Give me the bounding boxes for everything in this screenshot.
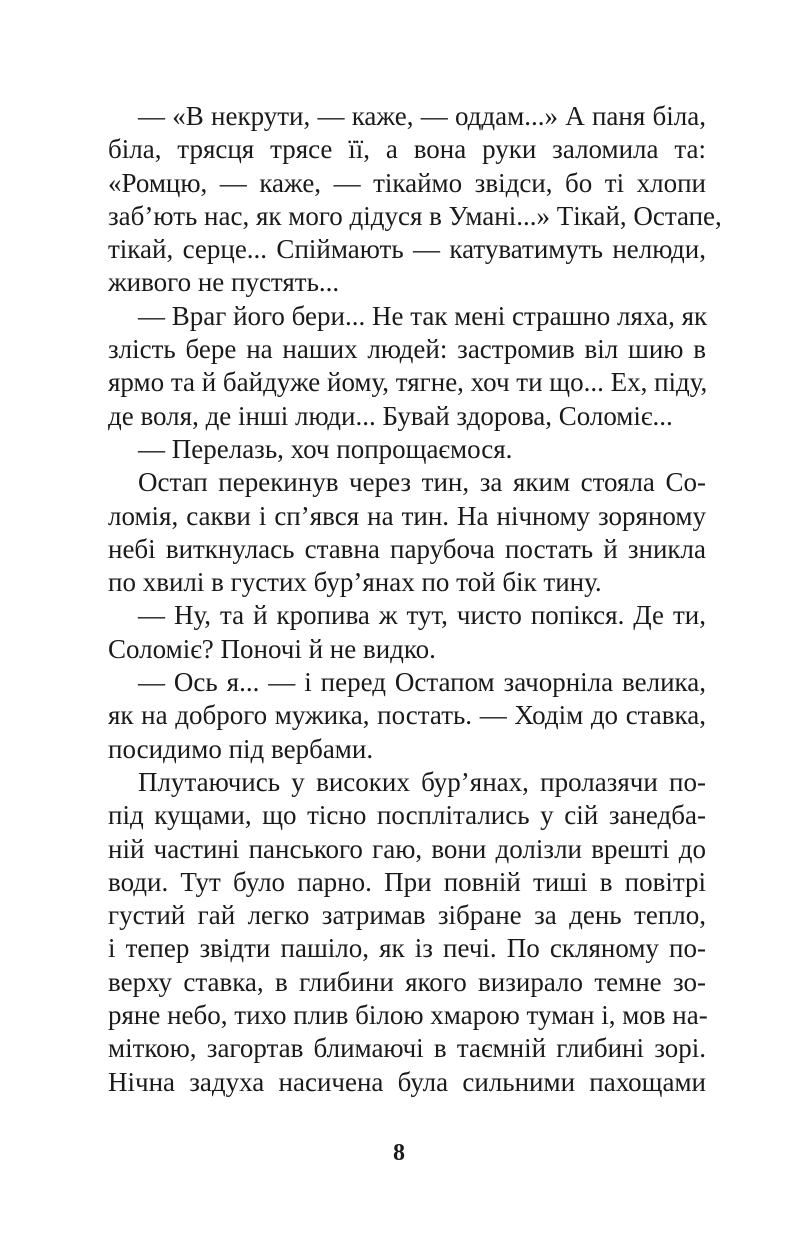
text-line: верху ставка, в глибини якого визирало темне зо- — [108, 966, 706, 997]
text-line: — Ну, та й кропива ж тут, чисто попікся. Де ти, — [138, 600, 706, 631]
text-line: по хвилі в густих бур’янах по той бік тину. — [108, 567, 602, 598]
paragraph-1 — [108, 100, 722, 300]
text-line: Плутаючись у високих бур’янах, пролазячи по- — [138, 766, 706, 797]
text-line: — «В некрути, — каже, — оддам...» А паня біла, — [138, 101, 706, 131]
text-line: води. Тут було парно. При повній тиші в повітрі — [108, 866, 706, 897]
text-line: Нічна задуха насичена була сильними пахощами — [108, 1066, 706, 1097]
text-line: посидимо під вербами. — [108, 733, 374, 764]
text-line: міткою, загортав блимаючі в таємній глибині зорі. — [108, 1033, 706, 1064]
page-number: 8 — [393, 1140, 405, 1166]
text-line: тікай, серце... Спіймають — катуватимуть нелюди, — [108, 234, 706, 265]
text-line: густий гай легко затримав зібране за день тепло, — [108, 900, 706, 931]
text-line: біла, трясця трясе її, а вона руки заломила та: — [108, 134, 706, 165]
text-line: Остап перекинув через тин, за яким стояла Со- — [138, 467, 706, 498]
text-line: як на доброго мужика, постать. — Ходім до ставка, — [108, 700, 706, 731]
text-line: де воля, де інші люди... Бувай здорова, Соломіє... — [108, 400, 673, 431]
text-line: — Ось я... — і перед Остапом зачорніла велика, — [138, 667, 706, 698]
text-line: заб’ють нас, як мого дідуся в Умані...» Тікай, Остапе, — [108, 200, 722, 231]
text-line: — Враг його бери... Не так мені страшно ляха, як — [138, 300, 708, 331]
text-line: і тепер звідти пашіло, як із печі. По скляному по- — [108, 933, 706, 964]
paragraph-4 — [108, 466, 706, 599]
text-line: «Ромцю, — каже, — тікаймо звідси, бо ті хлопи — [108, 167, 706, 198]
text-line: злість бере на наших людей: застромив віл шию в — [108, 334, 706, 365]
text-line: ярмо та й байдуже йому, тягне, хоч ти що... Ех, піду, — [108, 367, 708, 398]
text-line: ломія, сакви і сп’явся на тин. На нічному зоряному — [108, 500, 706, 531]
paragraph-3 — [108, 433, 706, 466]
text-line: під кущами, що тісно посплітались у сій занедба- — [108, 800, 706, 831]
paragraph-7 — [108, 766, 706, 1099]
paragraph-2 — [108, 300, 706, 433]
text-line: Соломіє? Поночі й не видко. — [108, 633, 436, 664]
text-line: небі виткнулась ставна парубоча постать й зникла — [108, 533, 706, 564]
book-page-text — [108, 100, 722, 1099]
text-line: живого не пустять... — [108, 267, 340, 298]
text-line: ряне небо, тихо плив білою хмарою туман і, мов на- — [108, 1000, 708, 1031]
paragraph-6 — [108, 666, 706, 766]
text-line: — Перелазь, хоч попрощаємося. — [138, 433, 513, 464]
text-line: ній частині панського гаю, вони долізли врешті до — [108, 833, 706, 864]
paragraph-5 — [108, 599, 706, 666]
